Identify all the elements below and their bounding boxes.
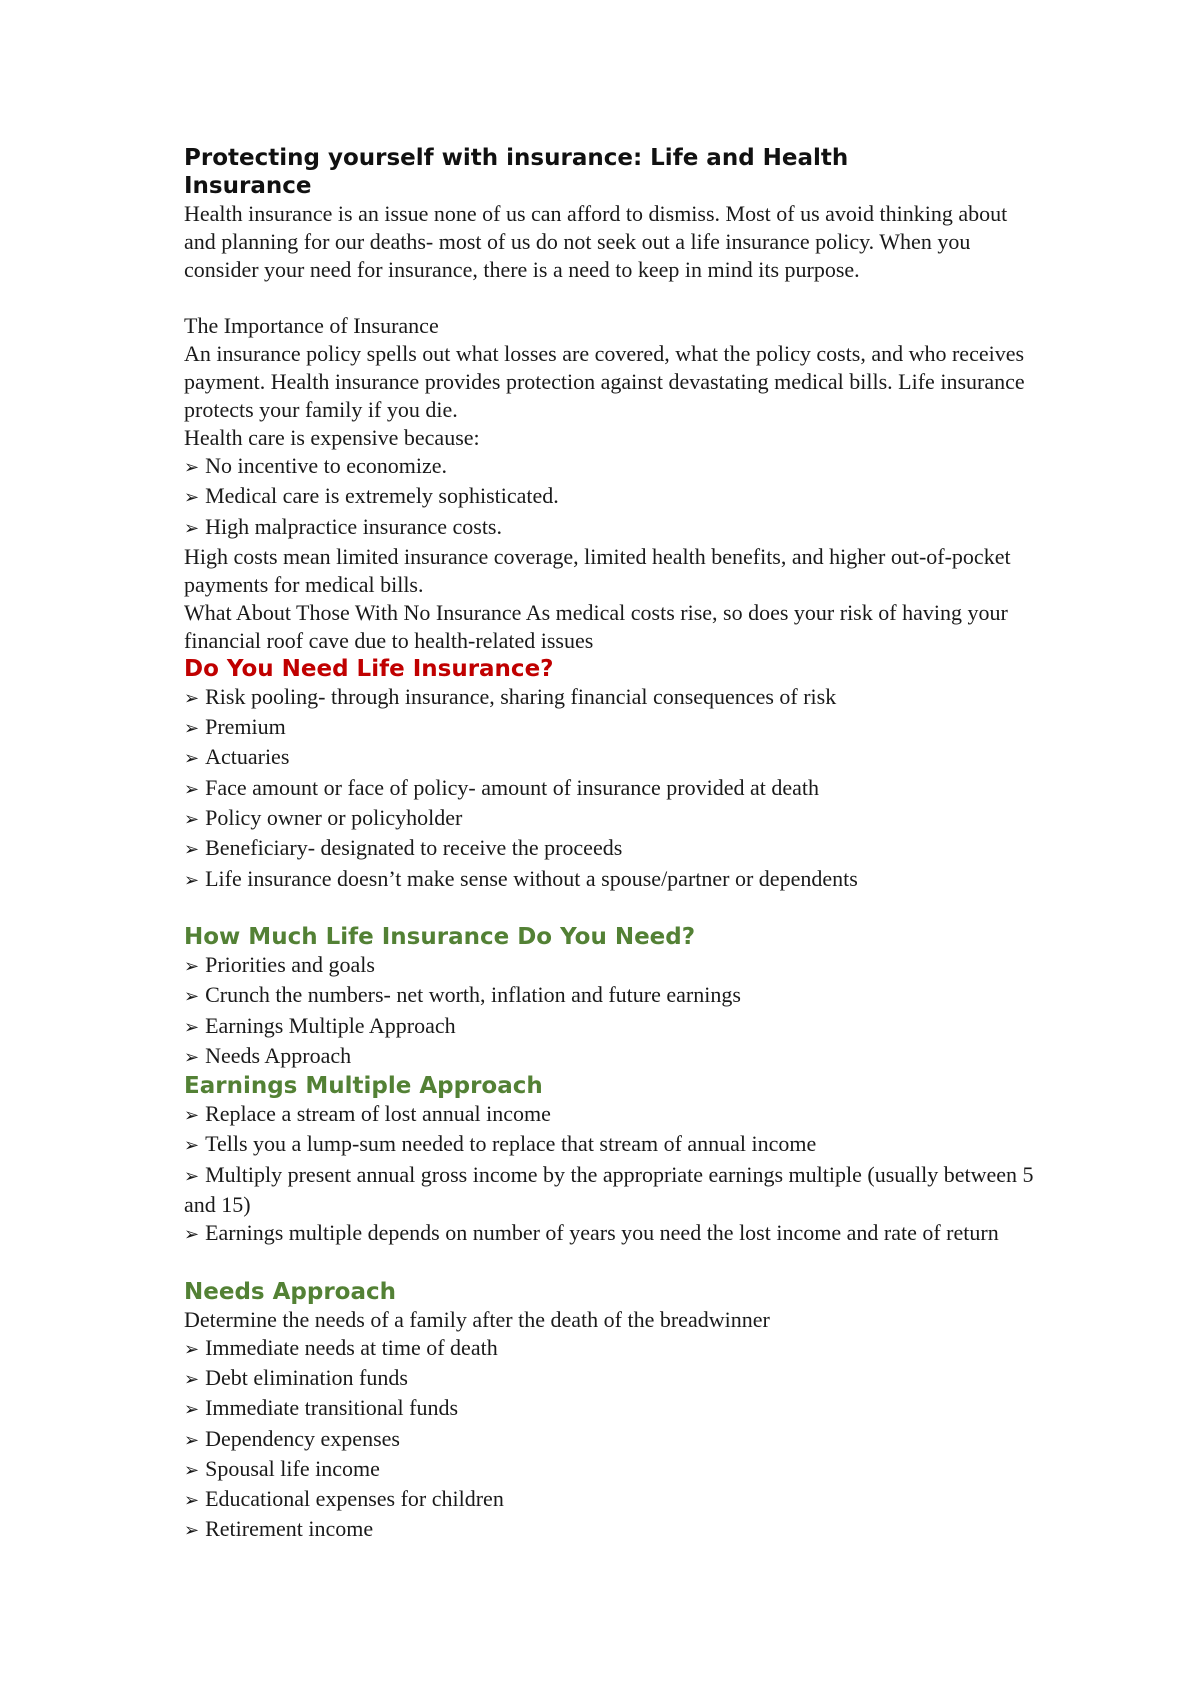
- list-item: [184, 452, 1034, 482]
- list-item-text: Beneficiary- designated to receive the proceeds: [205, 835, 623, 861]
- list-item-text: No incentive to economize.: [205, 453, 448, 478]
- list-item: [184, 1485, 1034, 1515]
- list-item: [184, 1425, 1034, 1455]
- bullet-arrow-icon: ➢: [184, 1368, 200, 1390]
- list-item-text: Immediate needs at time of death: [205, 1334, 498, 1360]
- list-item: [184, 1394, 1034, 1424]
- list-item-text: Spousal life income: [205, 1455, 380, 1481]
- bullet-arrow-icon: ➢: [184, 748, 200, 770]
- bullet-arrow-icon: ➢: [184, 457, 200, 478]
- list-item: [184, 865, 1034, 895]
- list-item: [184, 513, 1034, 543]
- bullet-arrow-icon: ➢: [184, 1490, 200, 1512]
- list-item-text: Face amount or face of policy- amount of insurance provided at death: [205, 774, 820, 800]
- list-item: [184, 1130, 1034, 1160]
- bullet-arrow-icon: ➢: [184, 487, 200, 509]
- list-item: [184, 804, 1034, 834]
- high-costs-paragraph: High costs mean limited insurance coverage, limited health benefits, and higher out-of-pocket payments for medical bills.: [184, 543, 1011, 597]
- list-item-text: Dependency expenses: [205, 1425, 400, 1451]
- list-item: [184, 1219, 1034, 1249]
- document-title: Protecting yourself with insurance: Life and Health Insurance: [184, 145, 849, 199]
- list-item-text: Medical care is extremely sophisticated.: [205, 483, 559, 509]
- spacer: [184, 284, 1034, 312]
- bullet-arrow-icon: ➢: [184, 1165, 200, 1187]
- list-item: [184, 482, 1034, 512]
- spacer: [184, 895, 1034, 923]
- list-item: [184, 981, 1034, 1011]
- list-item-text: High malpractice insurance costs.: [205, 513, 502, 539]
- bullet-arrow-icon: ➢: [184, 809, 200, 831]
- list-item-text: Priorities and goals: [205, 951, 375, 977]
- list-item-text: Earnings Multiple Approach: [205, 1012, 456, 1038]
- list-item: [184, 743, 1034, 773]
- bullet-arrow-icon: ➢: [184, 718, 200, 740]
- need-life-heading: Do You Need Life Insurance?: [184, 655, 554, 682]
- bullet-arrow-icon: ➢: [184, 1429, 200, 1451]
- list-item: [184, 1042, 1034, 1072]
- bullet-arrow-icon: ➢: [184, 1399, 200, 1421]
- list-item-text: Crunch the numbers- net worth, inflation and future earnings: [205, 982, 741, 1008]
- needs-intro: Determine the needs of a family after the death of the breadwinner: [184, 1306, 770, 1332]
- list-item: [184, 1455, 1034, 1485]
- list-item-text: Educational expenses for children: [205, 1486, 504, 1512]
- importance-paragraph: An insurance policy spells out what losses are covered, what the policy costs, and who receives payment. Health insurance provides protection against devastating medical bills. Life insurance protects your family if you die.: [184, 341, 1025, 422]
- importance-heading: The Importance of Insurance: [184, 313, 439, 338]
- bullet-arrow-icon: ➢: [184, 1459, 200, 1481]
- list-item: [184, 1515, 1034, 1545]
- how-much-list: [184, 951, 1034, 1072]
- list-item-text: Multiply present annual gross income by the appropriate earnings multiple (usually between 5 and 15): [184, 1161, 1034, 1218]
- list-item-text: Retirement income: [205, 1516, 374, 1542]
- bullet-arrow-icon: ➢: [184, 1016, 200, 1038]
- list-item-text: Needs Approach: [205, 1042, 352, 1068]
- bullet-arrow-icon: ➢: [184, 955, 200, 977]
- list-item: [184, 1012, 1034, 1042]
- list-item-text: Replace a stream of lost annual income: [205, 1101, 551, 1127]
- list-item-text: Risk pooling- through insurance, sharing financial consequences of risk: [205, 683, 837, 709]
- list-item: [184, 1161, 1034, 1220]
- list-item-text: Immediate transitional funds: [205, 1395, 459, 1421]
- no-insurance-paragraph: What About Those With No Insurance As medical costs rise, so does your risk of having your financial roof cave due to health-related issues: [184, 599, 1008, 653]
- bullet-arrow-icon: ➢: [184, 1520, 200, 1542]
- list-item: [184, 1364, 1034, 1394]
- list-item-text: Tells you a lump-sum needed to replace that stream of annual income: [205, 1131, 817, 1157]
- list-item: [184, 774, 1034, 804]
- intro-paragraph: Health insurance is an issue none of us can afford to dismiss. Most of us avoid thinking about and planning for our deaths- most of us do not seek out a life insurance policy. When you consider your need for insurance, there is a need to keep in mind its purpose.: [184, 201, 1008, 282]
- bullet-arrow-icon: ➢: [184, 986, 200, 1008]
- list-item-text: Actuaries: [205, 744, 290, 770]
- expensive-reasons-list: [184, 452, 1034, 543]
- earnings-list: [184, 1100, 1034, 1249]
- bullet-arrow-icon: ➢: [184, 1135, 200, 1157]
- list-item-text: Premium: [205, 714, 286, 740]
- bullet-arrow-icon: ➢: [184, 1224, 200, 1246]
- list-item: [184, 713, 1034, 743]
- bullet-arrow-icon: ➢: [184, 1105, 200, 1127]
- bullet-arrow-icon: ➢: [184, 687, 200, 709]
- spacer: [184, 1250, 1034, 1278]
- list-item: [184, 1334, 1034, 1364]
- list-item-text: Policy owner or policyholder: [205, 805, 463, 831]
- needs-list: [184, 1334, 1034, 1546]
- bullet-arrow-icon: ➢: [184, 839, 200, 861]
- list-item: [184, 834, 1034, 864]
- document-page: [184, 144, 1034, 1546]
- needs-heading: Needs Approach: [184, 1278, 397, 1305]
- list-item: [184, 951, 1034, 981]
- bullet-arrow-icon: ➢: [184, 1046, 200, 1068]
- list-item-text: Debt elimination funds: [205, 1364, 408, 1390]
- list-item: [184, 683, 1034, 713]
- earnings-heading: Earnings Multiple Approach: [184, 1073, 543, 1100]
- bullet-arrow-icon: ➢: [184, 517, 200, 539]
- list-item-text: Life insurance doesn’t make sense without a spouse/partner or dependents: [205, 865, 858, 891]
- list-item: [184, 1100, 1034, 1130]
- bullet-arrow-icon: ➢: [184, 1338, 200, 1360]
- need-life-list: [184, 683, 1034, 895]
- bullet-arrow-icon: ➢: [184, 869, 200, 891]
- expensive-intro: Health care is expensive because:: [184, 425, 480, 450]
- bullet-arrow-icon: ➢: [184, 778, 200, 800]
- list-item-text: Earnings multiple depends on number of years you need the lost income and rate of return: [205, 1220, 999, 1246]
- how-much-heading: How Much Life Insurance Do You Need?: [184, 923, 696, 950]
